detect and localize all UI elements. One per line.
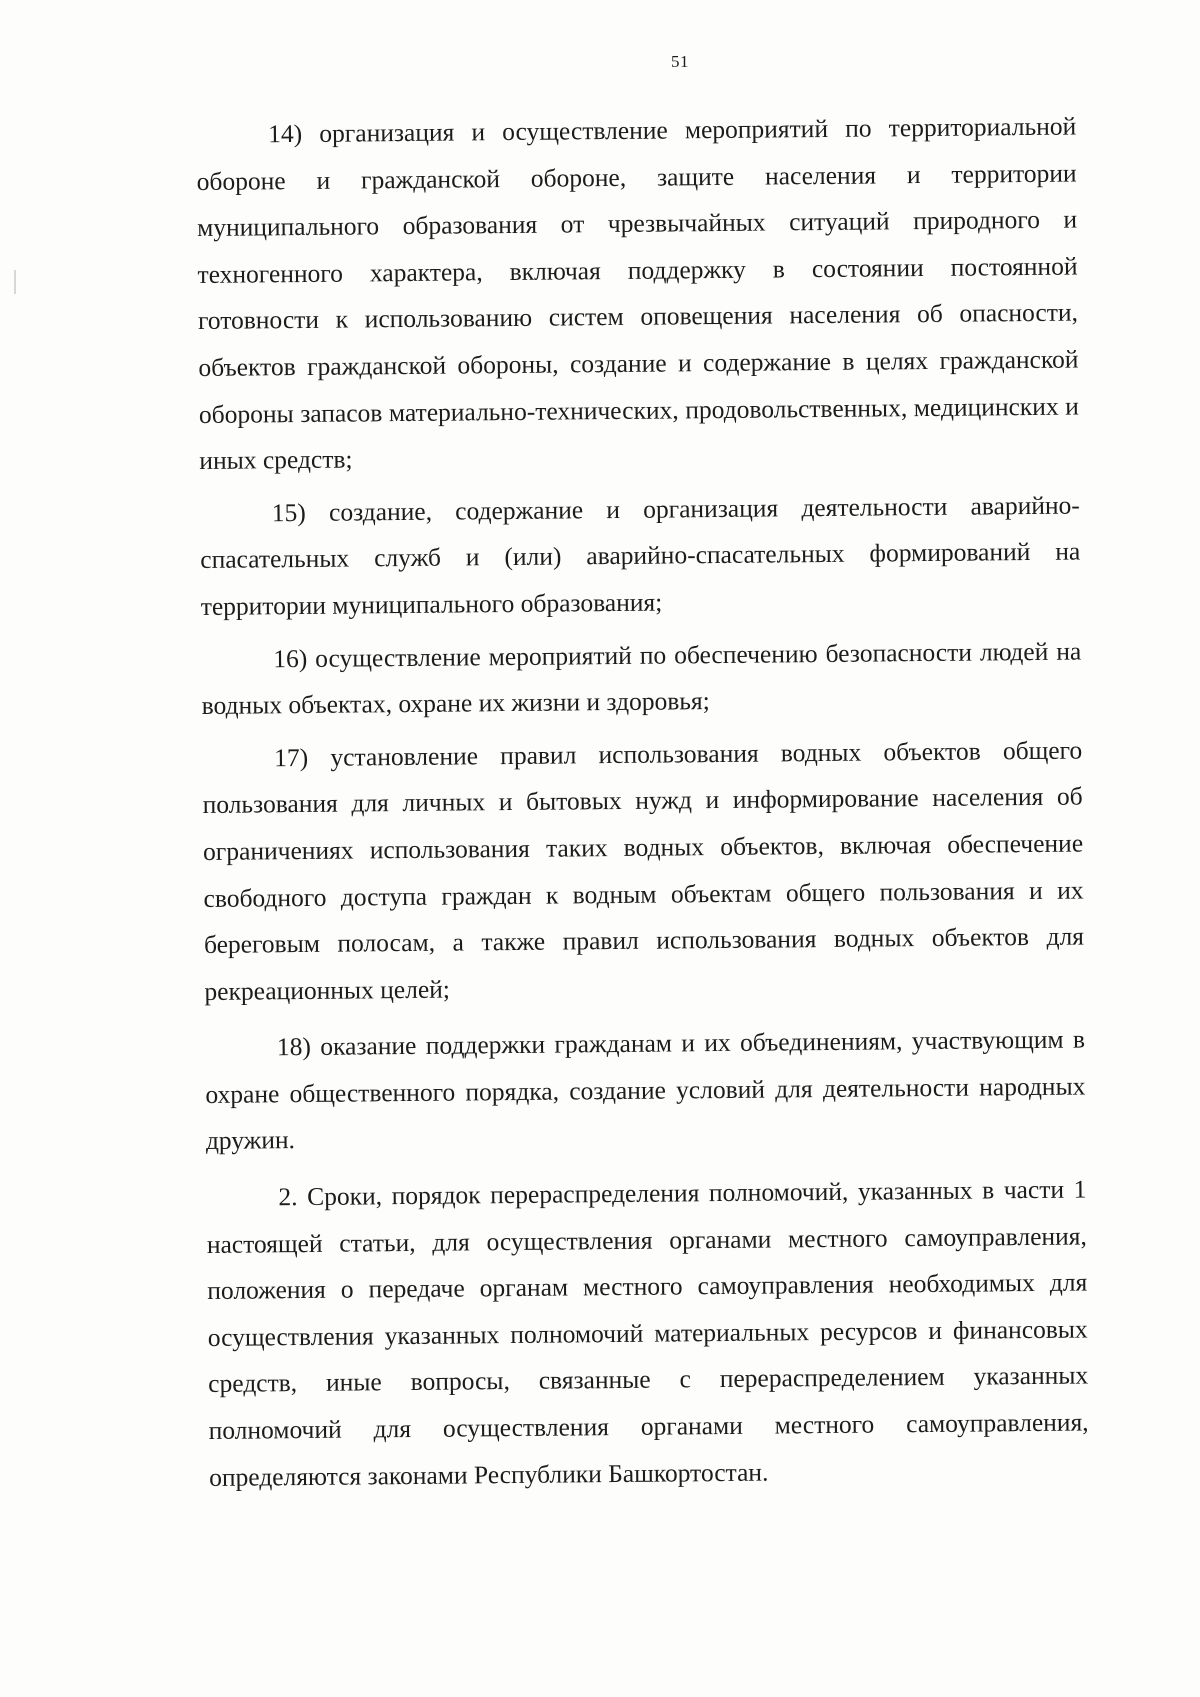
page-number: 51 xyxy=(671,52,689,71)
paragraph-item-15: 15) создание, содержание и организация деятельности аварийно-спасательных служб и (или) аварийно-спасательных формирований на территории муниципального образования; xyxy=(200,490,1081,621)
paragraph-part-2: 2. Сроки, порядок перераспределения полномочий, указанных в части 1 настоящей статьи, для осуществления органами местного самоуправления, положения о передаче органам местного самоуправления необходимых для осуществления указанных полномочий материальных ресурсов и финансовых средств, иные вопросы, связанные с перераспределением указанных полномочий для осуществления органами местного самоуправления, определяются законами Республики Башкортостан. xyxy=(206,1174,1089,1492)
scan-margin-mark xyxy=(14,270,16,294)
document-body xyxy=(196,104,1089,1508)
paragraph-item-14: 14) организация и осуществление мероприятий по территориальной обороне и гражданской обороне, защите населения и территории муниципального образования от чрезвычайных ситуаций природного и техногенного характера, включая поддержку в состоянии постоянной готовности к использованию систем оповещения населения об опасности, объектов гражданской обороны, создание и содержание в целях гражданской обороны запасов материально-технических, продовольственных, медицинских и иных средств; xyxy=(196,111,1079,476)
paragraph-item-17: 17) установление правил использования водных объектов общего пользования для личных и бытовых нужд и информирование населения об ограничениях использования таких водных объектов, включая обеспечение свободного доступа граждан к водным объектам общего пользования и их береговым полосам, а также правил использования водных объектов для рекреационных целей; xyxy=(202,735,1085,1006)
paragraph-item-18: 18) оказание поддержки гражданам и их объединениям, участвующим в охране общественного порядка, создание условий для деятельности народных дружин. xyxy=(205,1024,1086,1156)
paragraph-item-16: 16) осуществление мероприятий по обеспечению безопасности людей на водных объектах, охране их жизни и здоровья; xyxy=(201,636,1082,721)
